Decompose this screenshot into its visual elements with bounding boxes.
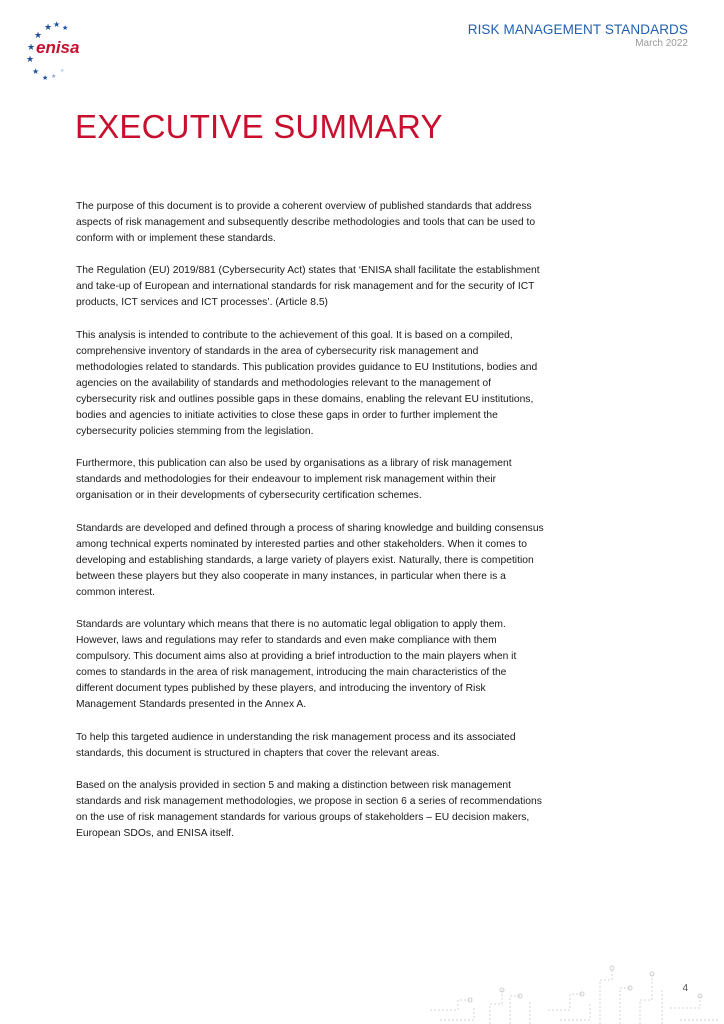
svg-text:★: ★ [32,67,40,76]
paragraph: This analysis is intended to contribute to the achievement of this goal. It is based on a compiled, comprehensive inventory of standards in the area of cybersecurity risk management and methodologies related to standards. This publication provides guidance to EU Institutions, bodies and agencies on the availability of standards and methodologies relevant to the management of cybersecurity risk and outlines possible gaps in these domains, enabling the relevant EU institutions, bodies and agencies to initiate activities to close these gaps in order to further implement the cybersecurity policies stemming from the legislation. [76,329,538,438]
paragraph: To help this targeted audience in understanding the risk management process and its associated standards, this document is structured in chapters that cover the relevant areas. [76,731,516,759]
document-title: RISK MANAGEMENT STANDARDS [467,22,688,37]
paragraph: The purpose of this document is to provide a coherent overview of published standards that address aspects of risk management and subsequently describe methodologies and tools that can be used to conform with or implement these standards. [76,201,536,245]
svg-text:★: ★ [26,55,35,65]
paragraph: The Regulation (EU) 2019/881 (Cybersecurity Act) states that ‘ENISA shall facilitate the establishment and take-up of European and international standards for risk management and for the security of ICT products, ICT services and ICT processes’. (Article 8.5) [76,265,540,309]
svg-text:★: ★ [27,43,36,53]
svg-text:★: ★ [34,31,43,41]
body-text [76,199,546,858]
svg-text:★: ★ [60,68,65,74]
svg-text:★: ★ [53,20,61,29]
circuit-decoration-icon [430,960,724,1024]
page-title: EXECUTIVE SUMMARY [75,108,443,145]
document-date: March 2022 [635,38,688,49]
logo-wordmark: enisa [36,38,80,57]
svg-text:★: ★ [62,24,69,32]
paragraph: Standards are developed and defined through a process of sharing knowledge and building consensus among technical experts nominated by interested parties and other stakeholders. When it comes to developing and establishing standards, a large variety of players exist. Naturally, there is competition between these players but they also cooperate in many instances, in particular when there is a common interest. [76,522,544,598]
svg-text:★: ★ [42,74,49,82]
running-header [468,22,688,49]
paragraph: Standards are voluntary which means that there is no automatic legal obligation to apply them. However, laws and regulations may refer to standards and even make compliance with them compulsory. This document aims also at providing a brief introduction to the main players when it comes to standards in the area of risk management, introducing the main characteristics of the different document types published by these players, and introducing the inventory of Risk Management Standards presented in the Annex A. [76,618,517,711]
page-number: 4 [682,983,688,994]
paragraph: Based on the analysis provided in section 5 and making a distinction between risk management standards and risk management methodologies, we propose in section 6 a series of recommendations on the use of risk management standards for various groups of stakeholders – EU decision makers, European SDOs, and ENISA itself. [76,779,542,839]
svg-text:★: ★ [44,23,53,33]
paragraph: Furthermore, this publication can also be used by organisations as a library of risk management standards and methodologies for their endeavour to implement risk management within their organisation or in their developments of cybersecurity certification schemes. [76,458,512,502]
svg-text:★: ★ [51,73,57,80]
